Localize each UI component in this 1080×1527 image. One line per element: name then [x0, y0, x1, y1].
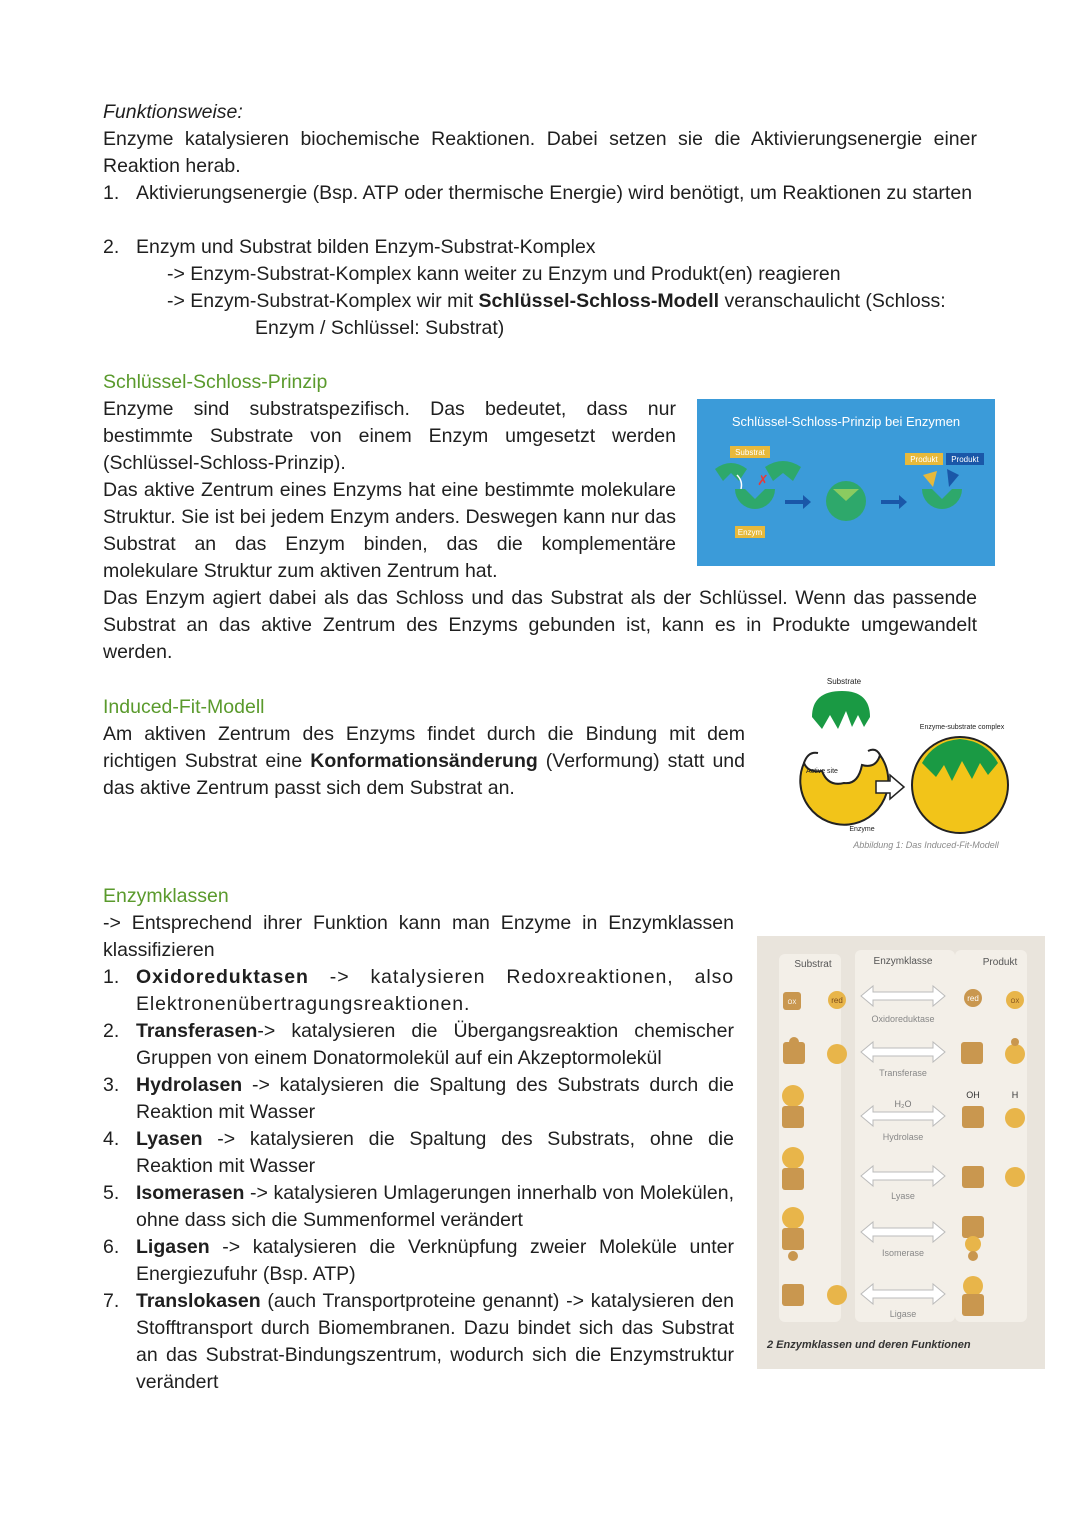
induced-fit-figure — [764, 675, 1020, 855]
fit-figure-substrate-label: Substrate — [826, 677, 862, 686]
wrong-fit-icon: ✗ — [757, 472, 769, 488]
class-label: Oxidoreduktase — [871, 1014, 935, 1024]
classes-heading: Enzymklassen — [103, 885, 229, 907]
red-label-2: red — [967, 994, 979, 1003]
func-item-2-text: Enzym und Substrat bilden Enzym-Substrat-Komplex — [136, 236, 596, 258]
col-enzymklasse: Enzymklasse — [873, 956, 933, 967]
func-arrow-2: -> Enzym-Substrat-Komplex wir mit Schlüssel-Schloss-Modell veranschaulicht (Schloss: — [167, 290, 946, 312]
fit-paragraph: Am aktiven Zentrum des Enzyms findet durch die Bindung mit dem richtigen Substrat eine Konformationsänderung (Verformung) statt und das aktive Zentrum passt sich dem Substrat an. — [103, 723, 745, 799]
func-arrow-1: -> Enzym-Substrat-Komplex kann weiter zu Enzym und Produkt(en) reagieren — [167, 263, 841, 285]
class-label: Isomerase — [881, 1248, 925, 1258]
class-label: Ligase — [889, 1309, 917, 1319]
ox-label-2: OX — [1010, 999, 1020, 1005]
h-label: H — [1011, 1090, 1019, 1100]
lock-figure-enzym-label: Enzym — [737, 528, 763, 537]
col-produkt: Produkt — [982, 957, 1018, 968]
fit-figure-enzyme-label: Enzyme — [849, 826, 875, 833]
enzyme-shape — [800, 755, 888, 825]
substrate-shape — [812, 691, 870, 729]
func-item-1-text: Aktivierungsenergie (Bsp. ATP oder thermische Energie) wird benötigt, um Reaktionen zu starten — [136, 182, 973, 204]
classes-figure-caption: 2 Enzymklassen und deren Funktionen — [767, 1339, 971, 1351]
class-label: Transferase — [879, 1068, 927, 1078]
h2o-label: H₂O — [894, 1099, 912, 1109]
lock-figure-produkt-label-1: Produkt — [910, 455, 938, 464]
class-label: Hydrolase — [882, 1132, 924, 1142]
fit-figure-active-site-label: Active site — [806, 768, 838, 775]
func-arrow-2-cont: Enzym / Schlüssel: Substrat) — [255, 317, 505, 339]
fit-heading: Induced-Fit-Modell — [103, 696, 265, 718]
red-label: red — [831, 996, 843, 1005]
enzyme-classes-figure — [757, 936, 1045, 1369]
fit-figure-caption: Abbildung 1: Das Induced-Fit-Modell — [853, 840, 999, 850]
lock-key-figure — [697, 399, 995, 566]
func-heading: Funktionsweise: — [103, 101, 243, 123]
lock-paragraph-2: Das aktive Zentrum eines Enzyms hat eine bestimmte molekulare Struktur. Sie ist bei jedem Enzym anders. Deswegen kann nur das Substrat an das Enzym binden, das die komplementäre molekulare Struktur zum aktiven Zentrum hat. — [103, 479, 676, 582]
col-substrat: Substrat — [794, 959, 832, 970]
class-label: Lyase — [891, 1191, 915, 1201]
oh-label: OH — [966, 1090, 980, 1100]
func-intro: Enzyme katalysieren biochemische Reaktionen. Dabei setzen sie die Aktivierungsenergie einer Reaktion herab. — [103, 128, 977, 177]
lock-figure-substrat-label: Substrat — [735, 448, 765, 457]
classes-intro: -> Entsprechend ihrer Funktion kann man Enzyme in Enzymklassen klassifizieren — [103, 912, 734, 961]
fit-figure-complex-label: Enzyme-substrate complex — [919, 724, 1005, 731]
lock-figure-title: Schlüssel-Schloss-Prinzip bei Enzymen — [731, 414, 961, 429]
lock-heading: Schlüssel-Schloss-Prinzip — [103, 371, 328, 393]
lock-paragraph-3: Das Enzym agiert dabei als das Schloss und das Substrat als der Schlüssel. Wenn das passende Substrat an das aktive Zentrum des Enzyms gebunden ist, kann es in Produkte umgewandelt werden. — [103, 587, 977, 663]
lock-figure-produkt-label-2: Produkt — [951, 455, 979, 464]
lock-paragraph-1: Enzyme sind substratspezifisch. Das bedeutet, dass nur bestimmte Substrate von einem Enzym umgesetzt werden (Schlüssel-Schloss-Prinzip). — [103, 398, 676, 474]
ox-label: OX — [787, 1000, 797, 1006]
